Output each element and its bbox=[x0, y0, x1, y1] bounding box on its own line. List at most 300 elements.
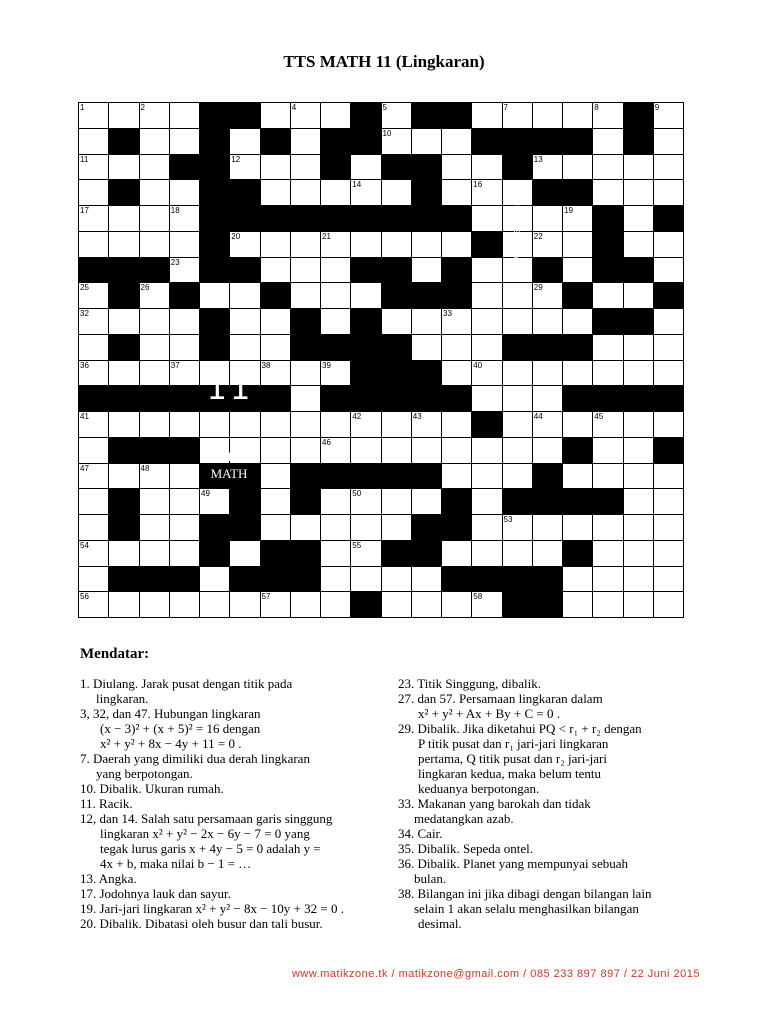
clue-number: 57 bbox=[261, 592, 271, 602]
answer-cell[interactable] bbox=[139, 488, 170, 515]
answer-cell[interactable] bbox=[169, 102, 200, 129]
clue-item: tegak lurus garis x + 4y − 5 = 0 adalah y = bbox=[100, 841, 321, 856]
answer-cell[interactable] bbox=[471, 463, 502, 490]
answer-cell[interactable] bbox=[199, 591, 230, 618]
answer-cell[interactable] bbox=[169, 463, 200, 490]
answer-cell[interactable] bbox=[108, 308, 139, 335]
answer-cell[interactable] bbox=[350, 231, 381, 258]
answer-cell[interactable] bbox=[471, 385, 502, 412]
answer-cell[interactable] bbox=[471, 334, 502, 361]
answer-cell[interactable] bbox=[290, 360, 321, 387]
answer-cell[interactable] bbox=[350, 566, 381, 593]
answer-cell[interactable] bbox=[441, 591, 472, 618]
answer-cell[interactable] bbox=[139, 205, 170, 232]
answer-cell[interactable] bbox=[350, 514, 381, 541]
answer-cell[interactable] bbox=[381, 566, 412, 593]
answer-cell[interactable] bbox=[229, 411, 260, 438]
answer-cell[interactable] bbox=[139, 334, 170, 361]
answer-cell[interactable] bbox=[592, 154, 623, 181]
block-cell bbox=[290, 463, 321, 490]
answer-cell[interactable] bbox=[623, 411, 654, 438]
answer-cell[interactable] bbox=[653, 128, 684, 155]
answer-cell[interactable] bbox=[169, 488, 200, 515]
answer-cell[interactable] bbox=[78, 128, 109, 155]
clue-number: 35 bbox=[382, 334, 392, 344]
answer-cell[interactable] bbox=[441, 179, 472, 206]
clue-number: 39 bbox=[322, 360, 331, 370]
clue-number: 52 bbox=[201, 515, 210, 524]
answer-cell[interactable] bbox=[623, 566, 654, 593]
block-cell bbox=[532, 591, 563, 618]
answer-cell[interactable] bbox=[320, 514, 351, 541]
answer-cell[interactable] bbox=[169, 179, 200, 206]
answer-cell[interactable] bbox=[532, 205, 563, 232]
block-cell bbox=[320, 463, 351, 490]
answer-cell[interactable] bbox=[653, 411, 684, 438]
answer-cell[interactable] bbox=[320, 488, 351, 515]
block-cell bbox=[562, 437, 593, 464]
answer-cell[interactable] bbox=[623, 463, 654, 490]
answer-cell[interactable] bbox=[169, 334, 200, 361]
answer-cell[interactable] bbox=[653, 154, 684, 181]
block-cell bbox=[592, 231, 623, 258]
answer-cell[interactable] bbox=[592, 334, 623, 361]
answer-cell[interactable] bbox=[381, 591, 412, 618]
block-cell bbox=[653, 205, 684, 232]
block-cell bbox=[199, 205, 230, 232]
answer-cell[interactable] bbox=[653, 514, 684, 541]
answer-cell[interactable] bbox=[139, 231, 170, 258]
answer-cell[interactable] bbox=[532, 540, 563, 567]
answer-cell[interactable] bbox=[502, 360, 533, 387]
answer-cell[interactable] bbox=[229, 128, 260, 155]
answer-cell[interactable] bbox=[623, 540, 654, 567]
answer-cell[interactable] bbox=[78, 514, 109, 541]
answer-cell[interactable] bbox=[592, 463, 623, 490]
answer-cell[interactable] bbox=[108, 154, 139, 181]
answer-cell[interactable] bbox=[290, 591, 321, 618]
answer-cell[interactable] bbox=[260, 463, 291, 490]
answer-cell[interactable] bbox=[623, 591, 654, 618]
answer-cell[interactable] bbox=[441, 128, 472, 155]
answer-cell[interactable] bbox=[199, 411, 230, 438]
block-cell bbox=[320, 334, 351, 361]
block-cell bbox=[260, 128, 291, 155]
answer-cell[interactable] bbox=[108, 205, 139, 232]
answer-cell[interactable] bbox=[411, 488, 442, 515]
answer-cell[interactable] bbox=[229, 282, 260, 309]
answer-cell[interactable] bbox=[229, 540, 260, 567]
answer-cell[interactable] bbox=[562, 257, 593, 284]
answer-cell[interactable] bbox=[441, 334, 472, 361]
block-cell bbox=[350, 463, 381, 490]
clue-number: 50 bbox=[352, 489, 362, 499]
block-cell bbox=[441, 385, 472, 412]
block-cell bbox=[381, 463, 412, 490]
answer-cell[interactable] bbox=[169, 514, 200, 541]
answer-cell[interactable] bbox=[441, 411, 472, 438]
answer-cell[interactable] bbox=[260, 231, 291, 258]
answer-cell[interactable] bbox=[260, 154, 291, 181]
answer-cell[interactable] bbox=[290, 257, 321, 284]
answer-cell[interactable] bbox=[169, 128, 200, 155]
answer-cell[interactable] bbox=[169, 591, 200, 618]
answer-cell[interactable] bbox=[623, 514, 654, 541]
answer-cell[interactable] bbox=[169, 540, 200, 567]
answer-cell[interactable] bbox=[532, 514, 563, 541]
answer-cell[interactable] bbox=[471, 205, 502, 232]
block-cell bbox=[502, 591, 533, 618]
answer-cell[interactable] bbox=[592, 179, 623, 206]
block-cell bbox=[471, 411, 502, 438]
clue-number: 38 bbox=[261, 360, 271, 370]
answer-cell[interactable] bbox=[108, 360, 139, 387]
answer-cell[interactable] bbox=[108, 463, 139, 490]
clue-item: (x − 3)² + (x + 5)² = 16 dengan bbox=[100, 721, 261, 736]
block-cell bbox=[350, 591, 381, 618]
answer-cell[interactable] bbox=[562, 591, 593, 618]
clue-number: 7 bbox=[503, 103, 508, 112]
block-cell bbox=[108, 566, 139, 593]
answer-cell[interactable] bbox=[411, 257, 442, 284]
clue-number: 26 bbox=[140, 283, 150, 293]
block-cell bbox=[229, 179, 260, 206]
answer-cell[interactable] bbox=[108, 231, 139, 258]
answer-cell[interactable] bbox=[381, 514, 412, 541]
block-cell bbox=[441, 282, 472, 309]
answer-cell[interactable] bbox=[260, 411, 291, 438]
block-cell bbox=[108, 257, 139, 284]
answer-cell[interactable] bbox=[199, 566, 230, 593]
answer-cell[interactable] bbox=[139, 179, 170, 206]
answer-cell[interactable] bbox=[592, 282, 623, 309]
answer-cell[interactable] bbox=[169, 411, 200, 438]
answer-cell[interactable] bbox=[260, 334, 291, 361]
clue-item: lingkaran kedua, maka belum tentu bbox=[418, 766, 602, 781]
block-cell bbox=[502, 566, 533, 593]
block-cell bbox=[108, 334, 139, 361]
answer-cell[interactable] bbox=[653, 591, 684, 618]
answer-cell[interactable] bbox=[592, 540, 623, 567]
answer-cell[interactable] bbox=[411, 334, 442, 361]
answer-cell[interactable] bbox=[290, 282, 321, 309]
answer-cell[interactable] bbox=[502, 437, 533, 464]
clue-number: 18 bbox=[170, 206, 180, 215]
block-cell bbox=[290, 205, 321, 232]
puzzle-number-overlay: 11 bbox=[206, 368, 254, 407]
answer-cell[interactable] bbox=[320, 282, 351, 309]
answer-cell[interactable] bbox=[592, 514, 623, 541]
answer-cell[interactable] bbox=[199, 282, 230, 309]
block-cell bbox=[411, 205, 442, 232]
page-title: TTS MATH 11 (Lingkaran) bbox=[283, 52, 485, 71]
block-cell bbox=[471, 566, 502, 593]
block-cell bbox=[471, 128, 502, 155]
clue-item: 10. Dibalik. Ukuran rumah. bbox=[80, 781, 224, 796]
answer-cell[interactable] bbox=[320, 257, 351, 284]
answer-cell[interactable] bbox=[471, 488, 502, 515]
answer-cell[interactable] bbox=[411, 128, 442, 155]
block-cell bbox=[169, 566, 200, 593]
answer-cell[interactable] bbox=[471, 540, 502, 567]
answer-cell[interactable] bbox=[139, 128, 170, 155]
answer-cell[interactable] bbox=[441, 360, 472, 387]
answer-cell[interactable] bbox=[562, 308, 593, 335]
block-cell bbox=[532, 334, 563, 361]
answer-cell[interactable] bbox=[260, 102, 291, 129]
answer-cell[interactable] bbox=[471, 514, 502, 541]
answer-cell[interactable] bbox=[260, 257, 291, 284]
answer-cell[interactable] bbox=[139, 591, 170, 618]
answer-cell[interactable] bbox=[290, 128, 321, 155]
answer-cell[interactable] bbox=[653, 360, 684, 387]
clue-number: 25 bbox=[80, 283, 89, 293]
answer-cell[interactable] bbox=[411, 308, 442, 335]
clue-number: 55 bbox=[352, 540, 362, 550]
answer-cell[interactable] bbox=[411, 591, 442, 618]
answer-cell[interactable] bbox=[441, 540, 472, 567]
block-cell bbox=[381, 360, 412, 387]
answer-cell[interactable] bbox=[502, 411, 533, 438]
answer-cell[interactable] bbox=[562, 231, 593, 258]
answer-cell[interactable] bbox=[592, 591, 623, 618]
clue-item: 33. Makanan yang barokah dan tidak medatangkan azab. bbox=[398, 796, 591, 826]
clue-number: 46 bbox=[322, 437, 331, 447]
answer-cell[interactable] bbox=[411, 231, 442, 258]
answer-cell[interactable] bbox=[229, 334, 260, 361]
answer-cell[interactable] bbox=[78, 334, 109, 361]
answer-cell[interactable] bbox=[139, 360, 170, 387]
answer-cell[interactable] bbox=[653, 540, 684, 567]
answer-cell[interactable] bbox=[320, 591, 351, 618]
answer-cell[interactable] bbox=[562, 360, 593, 387]
clue-item: lingkaran x² + y² − 2x − 6y − 7 = 0 yang bbox=[100, 826, 310, 841]
answer-cell[interactable] bbox=[562, 514, 593, 541]
answer-cell[interactable] bbox=[320, 411, 351, 438]
answer-cell[interactable] bbox=[320, 540, 351, 567]
clue-number: 14 bbox=[352, 180, 362, 190]
answer-cell[interactable] bbox=[471, 102, 502, 129]
answer-cell[interactable] bbox=[169, 308, 200, 335]
answer-cell[interactable] bbox=[502, 540, 533, 567]
answer-cell[interactable] bbox=[653, 257, 684, 284]
answer-cell[interactable] bbox=[411, 437, 442, 464]
answer-cell[interactable] bbox=[653, 308, 684, 335]
clue-item: 17. Jodohnya lauk dan sayur. bbox=[80, 886, 231, 901]
answer-cell[interactable] bbox=[471, 437, 502, 464]
answer-cell[interactable] bbox=[381, 488, 412, 515]
answer-cell[interactable] bbox=[260, 488, 291, 515]
answer-cell[interactable] bbox=[532, 102, 563, 129]
answer-cell[interactable] bbox=[623, 437, 654, 464]
clue-number: 51 bbox=[564, 489, 573, 499]
block-cell bbox=[441, 257, 472, 284]
answer-cell[interactable] bbox=[290, 179, 321, 206]
answer-cell[interactable] bbox=[290, 154, 321, 181]
answer-cell[interactable] bbox=[471, 282, 502, 309]
clue-item: 12, dan 14. Salah satu persamaan garis singgung bbox=[80, 811, 333, 826]
block-cell bbox=[350, 128, 381, 155]
answer-cell[interactable] bbox=[623, 179, 654, 206]
clue-number: 48 bbox=[140, 463, 150, 473]
clue-item: desimal. bbox=[418, 916, 462, 931]
block-cell bbox=[532, 257, 563, 284]
answer-cell[interactable] bbox=[78, 488, 109, 515]
answer-cell[interactable] bbox=[229, 591, 260, 618]
answer-cell[interactable] bbox=[290, 514, 321, 541]
block-cell bbox=[169, 437, 200, 464]
answer-cell[interactable] bbox=[290, 411, 321, 438]
answer-cell[interactable] bbox=[108, 540, 139, 567]
block-cell bbox=[532, 179, 563, 206]
answer-cell[interactable] bbox=[502, 385, 533, 412]
answer-cell[interactable] bbox=[411, 566, 442, 593]
answer-cell[interactable] bbox=[108, 591, 139, 618]
answer-cell[interactable] bbox=[290, 231, 321, 258]
clue-number: 21 bbox=[322, 231, 331, 241]
answer-cell[interactable] bbox=[502, 463, 533, 490]
answer-cell[interactable] bbox=[562, 411, 593, 438]
block-cell bbox=[471, 231, 502, 258]
answer-cell[interactable] bbox=[381, 411, 412, 438]
answer-cell[interactable] bbox=[381, 179, 412, 206]
clue-item: x² + y² + Ax + By + C = 0 . bbox=[418, 706, 560, 721]
answer-cell[interactable] bbox=[623, 334, 654, 361]
answer-cell[interactable] bbox=[623, 154, 654, 181]
answer-cell[interactable] bbox=[381, 231, 412, 258]
answer-cell[interactable] bbox=[260, 179, 291, 206]
answer-cell[interactable] bbox=[169, 231, 200, 258]
answer-cell[interactable] bbox=[562, 154, 593, 181]
answer-cell[interactable] bbox=[260, 437, 291, 464]
block-cell bbox=[199, 179, 230, 206]
answer-cell[interactable] bbox=[320, 102, 351, 129]
answer-cell[interactable] bbox=[441, 463, 472, 490]
answer-cell[interactable] bbox=[139, 514, 170, 541]
answer-cell[interactable] bbox=[653, 179, 684, 206]
crossword-grid bbox=[78, 102, 683, 617]
answer-cell[interactable] bbox=[320, 308, 351, 335]
answer-cell[interactable] bbox=[623, 231, 654, 258]
answer-cell[interactable] bbox=[653, 463, 684, 490]
answer-cell[interactable] bbox=[653, 566, 684, 593]
answer-cell[interactable] bbox=[502, 308, 533, 335]
answer-cell[interactable] bbox=[260, 308, 291, 335]
answer-cell[interactable] bbox=[623, 360, 654, 387]
answer-cell[interactable] bbox=[562, 566, 593, 593]
answer-cell[interactable] bbox=[592, 128, 623, 155]
answer-cell[interactable] bbox=[78, 179, 109, 206]
answer-cell[interactable] bbox=[562, 463, 593, 490]
block-cell bbox=[411, 102, 442, 129]
answer-cell[interactable] bbox=[78, 566, 109, 593]
answer-cell[interactable] bbox=[260, 514, 291, 541]
answer-cell[interactable] bbox=[592, 566, 623, 593]
clue-number: 20 bbox=[231, 231, 241, 241]
answer-cell[interactable] bbox=[532, 385, 563, 412]
clue-number: 41 bbox=[80, 412, 89, 421]
answer-cell[interactable] bbox=[290, 437, 321, 464]
answer-cell[interactable] bbox=[653, 231, 684, 258]
answer-cell[interactable] bbox=[139, 411, 170, 438]
answer-cell[interactable] bbox=[502, 282, 533, 309]
block-cell bbox=[532, 488, 563, 515]
answer-cell[interactable] bbox=[108, 411, 139, 438]
block-cell bbox=[502, 154, 533, 181]
answer-cell[interactable] bbox=[592, 360, 623, 387]
answer-cell[interactable] bbox=[532, 308, 563, 335]
answer-cell[interactable] bbox=[229, 308, 260, 335]
answer-cell[interactable] bbox=[441, 154, 472, 181]
answer-cell[interactable] bbox=[471, 257, 502, 284]
clues-left-column bbox=[80, 676, 380, 931]
answer-cell[interactable] bbox=[381, 308, 412, 335]
answer-cell[interactable] bbox=[139, 154, 170, 181]
answer-cell[interactable] bbox=[108, 102, 139, 129]
answer-cell[interactable] bbox=[350, 282, 381, 309]
answer-cell[interactable] bbox=[441, 437, 472, 464]
block-cell bbox=[350, 308, 381, 335]
clue-item: P titik pusat dan r₁ jari-jari lingkaran bbox=[418, 736, 609, 751]
block-cell bbox=[229, 257, 260, 284]
clue-item: 38. Bilangan ini jika dibagi dengan bilangan lain selain 1 akan selalu menghasilkan bilangan bbox=[398, 886, 652, 916]
answer-cell[interactable] bbox=[441, 231, 472, 258]
answer-cell[interactable] bbox=[290, 385, 321, 412]
block-cell bbox=[290, 566, 321, 593]
block-cell bbox=[592, 488, 623, 515]
answer-cell[interactable] bbox=[532, 360, 563, 387]
answer-cell[interactable] bbox=[592, 437, 623, 464]
clue-item: 29. Dibalik. Jika diketahui PQ < r₁ + r₂ dengan bbox=[398, 721, 642, 736]
block-cell bbox=[562, 128, 593, 155]
answer-cell[interactable] bbox=[562, 102, 593, 129]
block-cell bbox=[78, 257, 109, 284]
answer-cell[interactable] bbox=[320, 179, 351, 206]
answer-cell[interactable] bbox=[78, 437, 109, 464]
answer-cell[interactable] bbox=[350, 154, 381, 181]
clues-heading: Mendatar: bbox=[80, 646, 150, 662]
answer-cell[interactable] bbox=[471, 308, 502, 335]
answer-cell[interactable] bbox=[471, 154, 502, 181]
answer-cell[interactable] bbox=[381, 437, 412, 464]
block-cell bbox=[381, 385, 412, 412]
answer-cell[interactable] bbox=[623, 205, 654, 232]
clue-number: 27 bbox=[261, 283, 271, 293]
clue-number: 28 bbox=[382, 283, 392, 293]
clue-number: 6 bbox=[443, 103, 448, 112]
answer-cell[interactable] bbox=[350, 437, 381, 464]
answer-cell[interactable] bbox=[653, 488, 684, 515]
block-cell bbox=[229, 488, 260, 515]
clue-item: 7. Daerah yang dimiliki dua derah lingkaran yang berpotongan. bbox=[80, 751, 310, 781]
block-cell bbox=[381, 205, 412, 232]
clue-number: 43 bbox=[412, 412, 422, 421]
clue-number: 19 bbox=[564, 206, 573, 215]
clue-number: 3 bbox=[231, 103, 236, 112]
clue-number: 24 bbox=[201, 257, 210, 267]
answer-cell[interactable] bbox=[623, 282, 654, 309]
clue-number: 33 bbox=[443, 309, 452, 318]
answer-cell[interactable] bbox=[653, 334, 684, 361]
answer-cell[interactable] bbox=[78, 231, 109, 258]
block-cell bbox=[290, 540, 321, 567]
answer-cell[interactable] bbox=[139, 540, 170, 567]
answer-cell[interactable] bbox=[320, 566, 351, 593]
answer-cell[interactable] bbox=[139, 308, 170, 335]
block-cell bbox=[320, 154, 351, 181]
answer-cell[interactable] bbox=[532, 437, 563, 464]
answer-cell[interactable] bbox=[623, 488, 654, 515]
